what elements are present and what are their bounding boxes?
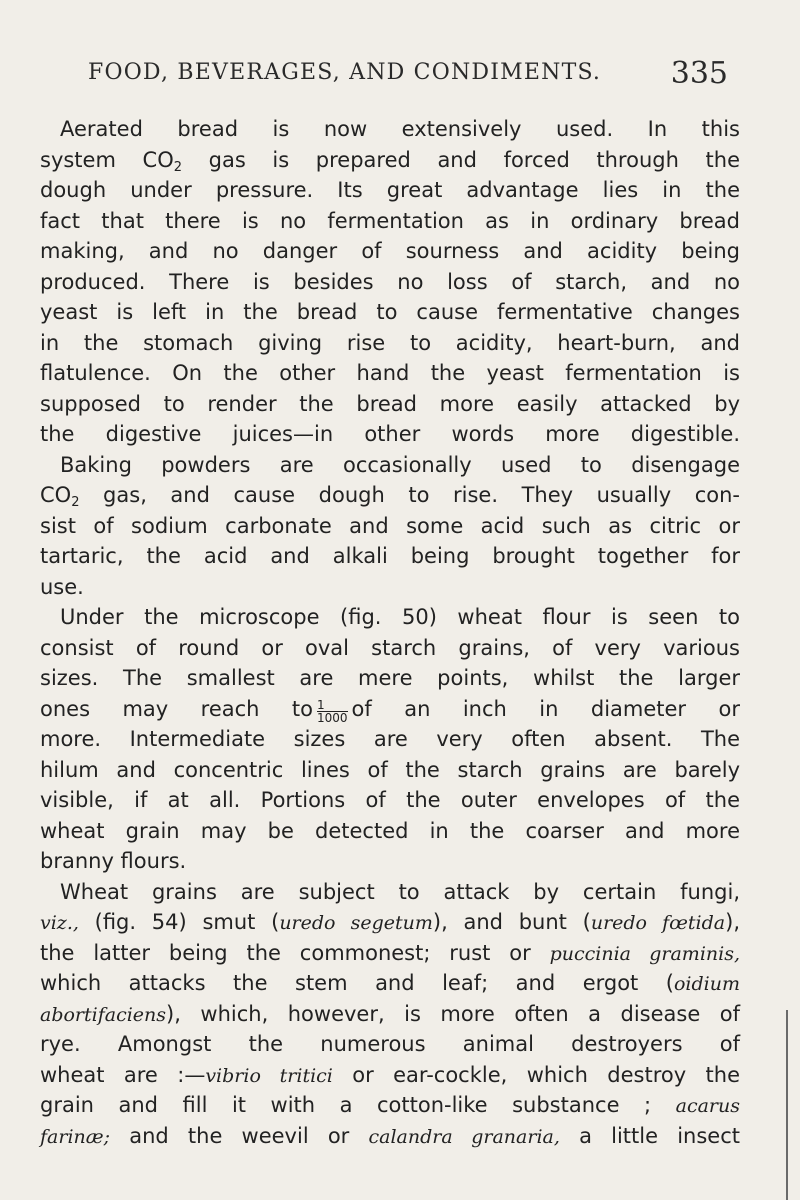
text-line: Baking powders are occasionally used to disengage [60,452,740,477]
text-line: consist of round or oval starch grains, of very various [40,635,740,660]
text-line: system $CO_2$ gas is prepared and forced through the [40,147,740,175]
text-line: yeast is left in the bread to cause fermentative changes [40,300,740,324]
text-line: sist of sodium carbonate and some acid such as citric or [40,513,740,538]
text-line: Wheat grains are subject to attack by certain fungi, [60,879,740,904]
text-line: Aerated bread is now extensively used. In this [60,117,740,141]
text-line: produced. There is besides no loss of starch, and no [40,269,740,294]
text-line: in the stomach giving rise to acidity, heart-burn, and [40,330,740,355]
text-line: the digestive juices—in other words more digestible. [40,422,740,446]
text-line: grain and fill it with a cotton-like substance ; acarus [40,1093,740,1117]
body-text [40,114,740,1151]
text-line: making, and no danger of sourness and acidity being [40,239,740,263]
text-line: branny flours. [40,849,187,873]
page-header [88,56,728,100]
text-line: wheat grain may be detected in the coarser and more [40,818,740,843]
text-line: sizes. The smallest are mere points, whilst the larger [40,666,740,690]
text-line: which attacks the stem and leaf; and ergot (oidium [40,971,740,995]
text-line: fact that there is no fermentation as in ordinary bread [40,208,740,233]
text-line: rye. Amongst the numerous animal destroyers of [40,1032,740,1056]
text-line: flatulence. On the other hand the yeast fermentation is [40,361,740,385]
page-edge-rule [786,1010,788,1200]
text-line: $CO_2$ gas, and cause dough to rise. They usually con- [40,483,740,510]
text-line: viz., (fig. 54) smut (uredo segetum), and bunt (uredo fœtida), [40,910,740,934]
page-number: 335 [670,56,728,91]
fraction: $\frac{1}{1000}$ [317,697,348,725]
text-line: hilum and concentric lines of the starch grains are barely [40,757,740,782]
text-line: visible, if at all. Portions of the outer envelopes of the [40,788,740,812]
running-head: FOOD, BEVERAGES, AND CONDIMENTS. [88,60,602,85]
text-line: abortifaciens), which, however, is more often a disease of [40,1001,740,1026]
text-line: farinæ; and the weevil or calandra granaria, a little insect [40,1123,740,1148]
text-line: more. Intermediate sizes are very often absent. The [40,727,740,751]
text-line: supposed to render the bread more easily attacked by [40,391,740,416]
text-line: Under the microscope (fig. 50) wheat flour is seen to [60,605,740,629]
text-line: wheat are :—vibrio tritici or ear-cockle, which destroy the [40,1062,740,1087]
text-line: dough under pressure. Its great advantage lies in the [40,178,740,202]
text-line: tartaric, the acid and alkali being brought together for [40,544,740,568]
text-line: the latter being the commonest; rust or puccinia graminis, [40,940,740,965]
text-line: ones may reach to $\frac{1}{1000}$ of an inch in diameter or [40,696,740,725]
text-line: use. [40,574,84,599]
